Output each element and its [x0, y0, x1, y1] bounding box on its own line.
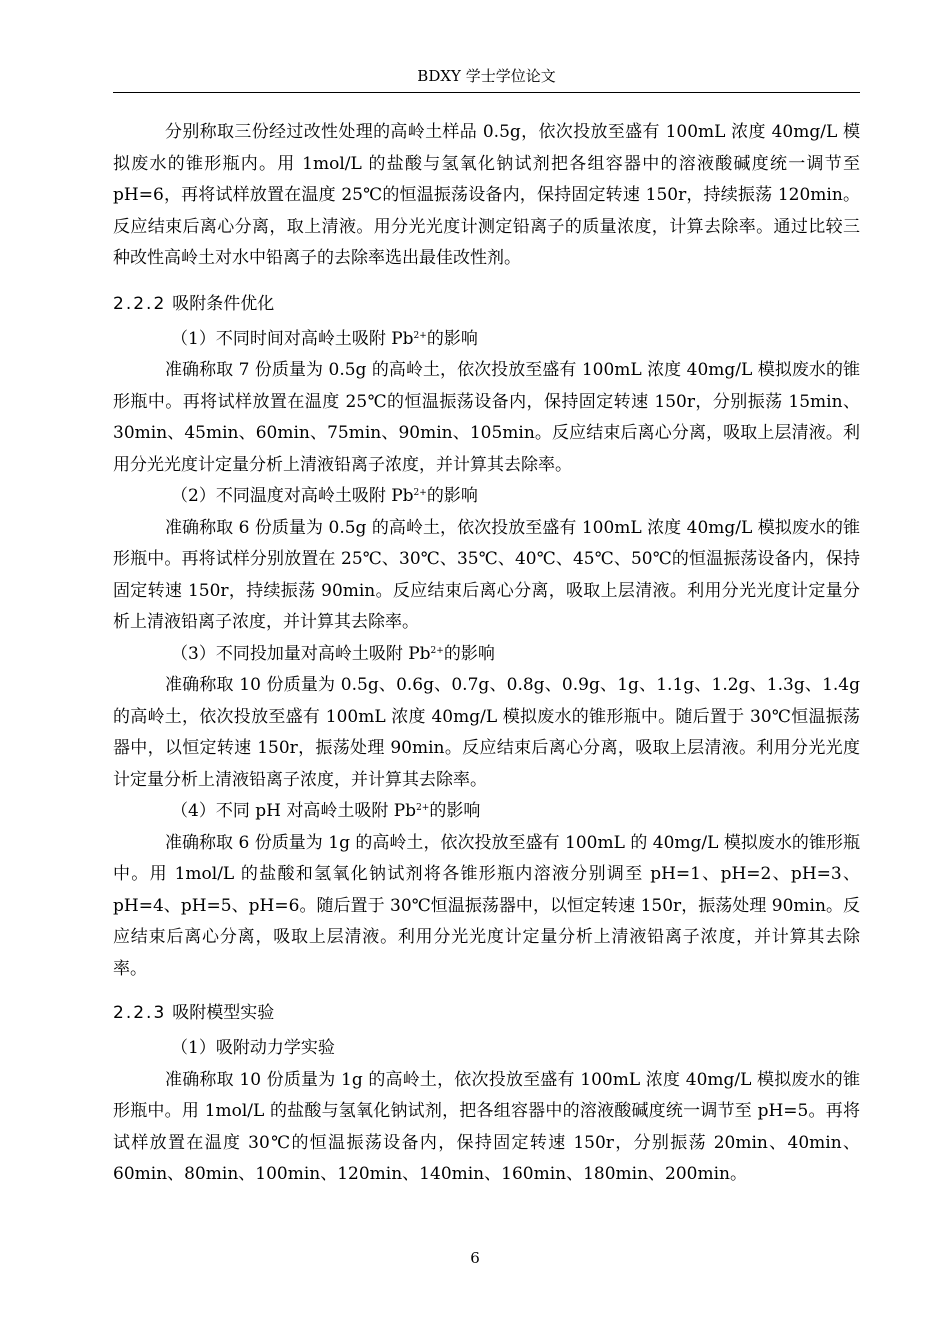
paragraph-kinetics: 准确称取 10 份质量为 1g 的高岭土，依次投放至盛有 100mL 浓度 40mg/L 模拟废水的锥形瓶中。用 1mol/L 的盐酸与氢氧化钠试剂，把各组容器中的溶液酸碱度统一调节至 pH=5。再将试样放置在温度 30℃的恒温振荡设备内，保持固定转速 150r，分别振荡 20min、40min、60min、80min、100min、120min、140min、160min、180min、200min。	[113, 1069, 860, 1184]
paragraph-dosage: 准确称取 10 份质量为 0.5g、0.6g、0.7g、0.8g、0.9g、1g、1.1g、1.2g、1.3g、1.4g 的高岭土，依次投放至盛有 100mL 浓度 40mg/L 模拟废水的锥形瓶中。随后置于 30℃恒温振荡器中，以恒定转速 150r，振荡处理 90min。反应结束后离心分离，吸取上层清液。利用分光光度计定量分析上清液铅离子浓度，并计算其去除率。	[113, 675, 860, 790]
header-divider	[113, 92, 860, 93]
subheading-kinetics: （1）吸附动力学实验	[171, 1038, 335, 1058]
section-number: 2.2.2	[113, 293, 167, 314]
subheading-dosage: （3）不同投加量对高岭土吸附 $Pb^{2+}$的影响	[171, 643, 495, 664]
paragraph-time: 准确称取 7 份质量为 0.5g 的高岭土，依次投放至盛有 100mL 浓度 40mg/L 模拟废水的锥形瓶中。再将试样放置在温度 25℃的恒温振荡设备内，保持固定转速 150r，分别振荡 15min、30min、45min、60min、75min、90min、105min。反应结束后离心分离，吸取上层清液。利用分光光度计定量分析上清液铅离子浓度，并计算其去除率。	[113, 360, 860, 475]
page-body	[113, 117, 860, 1191]
subheading-time: （1）不同时间对高岭土吸附 $Pb^{2+}$的影响	[171, 328, 478, 349]
subheading-temperature: （2）不同温度对高岭土吸附 $Pb^{2+}$的影响	[171, 486, 478, 506]
section-heading-2-2-3	[113, 999, 860, 1027]
section-number: 2.2.3	[113, 1003, 167, 1023]
intro-paragraph: 分别称取三份经过改性处理的高岭土样品 0.5g，依次投放至盛有 100mL 浓度 40mg/L 模拟废水的锥形瓶内。用 1mol/L 的盐酸与氢氧化钠试剂把各组容器中的溶液酸碱度统一调节至 pH=6，再将试样放置在温度 25℃的恒温振荡设备内，保持固定转速 150r，持续振荡 120min。反应结束后离心分离，取上清液。用分光光度计测定铅离子的质量浓度，计算去除率。通过比较三种改性高岭土对水中铅离子的去除率选出最佳改性剂。	[113, 122, 860, 268]
section-title: 吸附模型实验	[172, 1003, 275, 1023]
page-number: 6	[470, 1249, 480, 1267]
section-title: 吸附条件优化	[172, 293, 275, 314]
paragraph-temperature: 准确称取 6 份质量为 0.5g 的高岭土，依次投放至盛有 100mL 浓度 40mg/L 模拟废水的锥形瓶中。再将试样分别放置在 25℃、30℃、35℃、40℃、45℃、50℃的恒温振荡设备内，保持固定转速 150r，持续振荡 90min。反应结束后离心分离，吸取上层清液。利用分光光度计定量分析上清液铅离子浓度，并计算其去除率。	[113, 517, 860, 632]
subheading-ph: （4）不同 pH 对高岭土吸附 $Pb^{2+}$的影响	[171, 801, 481, 821]
running-header: BDXY 学士学位论文	[417, 67, 556, 85]
paragraph-ph: 准确称取 6 份质量为 1g 的高岭土，依次投放至盛有 100mL 的 40mg/L 模拟废水的锥形瓶中。用 1mol/L 的盐酸和氢氧化钠试剂将各锥形瓶内溶液分别调至 pH=1、pH=2、pH=3、pH=4、pH=5、pH=6。随后置于 30℃恒温振荡器中，以恒定转速 150r，振荡处理 90min。反应结束后离心分离，吸取上层清液。利用分光光度计定量分析上清液铅离子浓度，并计算其去除率。	[113, 832, 860, 979]
section-heading-2-2-2	[113, 290, 860, 318]
